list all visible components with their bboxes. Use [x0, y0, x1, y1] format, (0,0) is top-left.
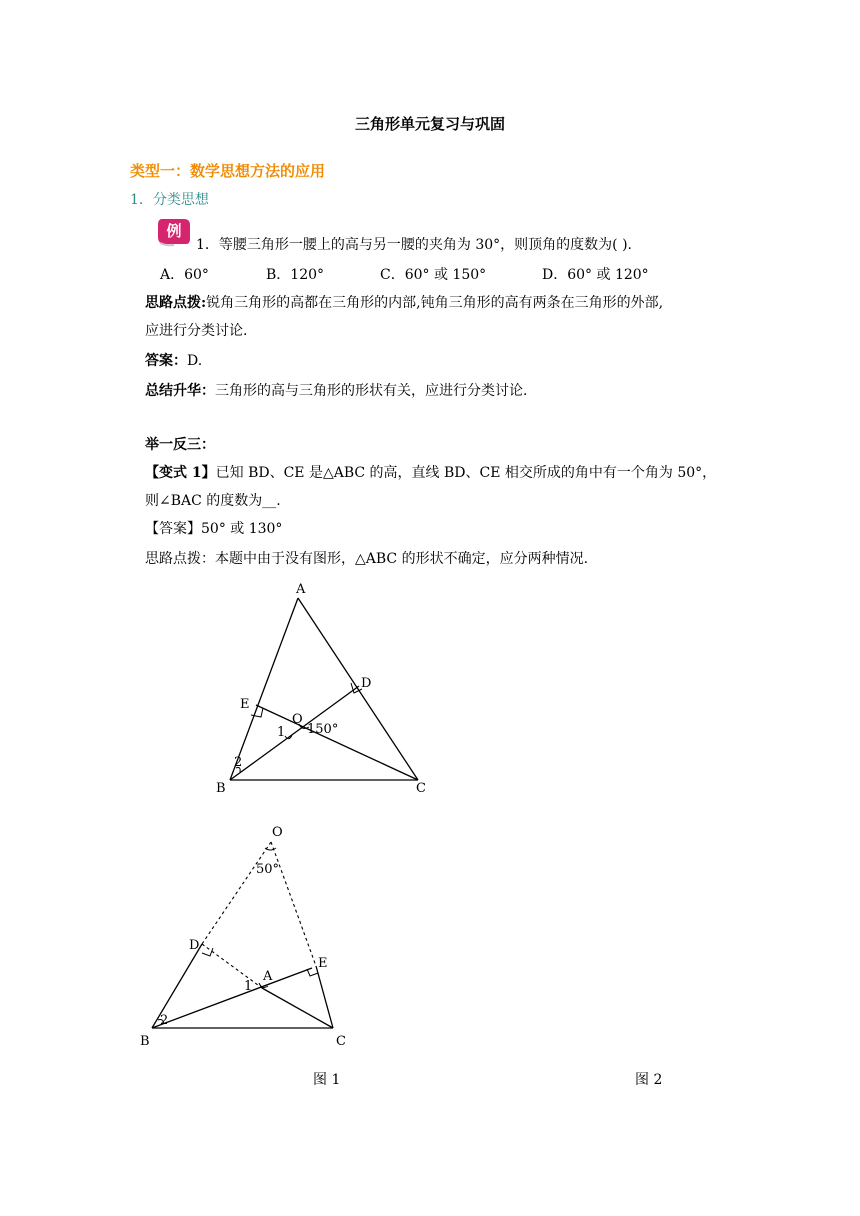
fig1-label-b: B — [216, 781, 226, 796]
example-badge-label: 例 — [166, 222, 182, 240]
fig1-label-o: O — [292, 712, 303, 727]
summary-label: 总结升华： — [145, 383, 215, 399]
option-d: D．60° 或 120° — [542, 267, 649, 283]
fig1-label-angle: 150° — [307, 722, 339, 737]
caption-figure-2: 图 2 — [635, 1072, 663, 1088]
subsection-heading: 1．分类思想 — [130, 192, 209, 208]
figure-1-lines — [230, 598, 418, 780]
hint-paragraph — [145, 292, 663, 312]
answer-paragraph — [145, 350, 202, 370]
section-heading: 类型一：数学思想方法的应用 — [130, 162, 326, 180]
option-c: C．60° 或 150° — [380, 267, 487, 283]
summary-paragraph — [145, 380, 527, 400]
variant-answer: 【答案】50° 或 130° — [145, 521, 283, 537]
variant-paragraph — [145, 462, 716, 482]
example-badge-icon — [156, 217, 192, 247]
fig1-label-e: E — [240, 697, 250, 712]
fig1-label-d: D — [361, 676, 372, 691]
variant-line2: 则∠BAC 的度数为__. — [145, 493, 281, 509]
hint-line1: 锐角三角形的高都在三角形的内部,钝角三角形的高有两条在三角形的外部, — [206, 295, 664, 311]
question-text: 1．等腰三角形一腰上的高与另一腰的夹角为 30°，则顶角的度数为( ). — [196, 237, 632, 253]
fig2-label-a: A — [263, 969, 273, 984]
fig2-label-d: D — [189, 938, 200, 953]
fig1-label-2: 2 — [234, 755, 243, 770]
summary-text: 三角形的高与三角形的形状有关，应进行分类讨论. — [215, 383, 528, 399]
fig2-label-o: O — [272, 825, 283, 840]
fig2-label-c: C — [336, 1034, 346, 1049]
answer-label: 答案： — [145, 353, 187, 369]
fig2-label-1: 1 — [244, 979, 253, 994]
answer-value: D. — [187, 353, 203, 369]
figure-2-lines — [152, 944, 333, 1028]
practice-label: 举一反三： — [145, 437, 215, 453]
figure-2-dashed-lines — [202, 842, 316, 988]
option-a: A．60° — [160, 267, 209, 283]
fig1-label-1: 1 — [277, 725, 286, 740]
option-b: B．120° — [266, 267, 325, 283]
variant-label: 【变式 1】 — [145, 465, 216, 481]
caption-figure-1: 图 1 — [313, 1072, 341, 1088]
fig1-label-a: A — [296, 582, 306, 597]
fig2-label-e: E — [318, 956, 328, 971]
hint-label: 思路点拨: — [145, 295, 207, 311]
fig2-label-b: B — [140, 1034, 150, 1049]
hint-line2: 应进行分类讨论. — [145, 323, 248, 339]
fig1-label-c: C — [416, 781, 426, 796]
fig2-label-2: 2 — [160, 1013, 169, 1028]
fig2-label-angle: 50° — [256, 862, 280, 877]
page-title: 三角形单元复习与巩固 — [354, 115, 505, 133]
variant-hint: 思路点拨：本题中由于没有图形，△ABC 的形状不确定，应分两种情况. — [145, 551, 589, 567]
variant-line1: 已知 BD、CE 是△ABC 的高，直线 BD、CE 相交所成的角中有一个角为 50°， — [215, 465, 717, 481]
